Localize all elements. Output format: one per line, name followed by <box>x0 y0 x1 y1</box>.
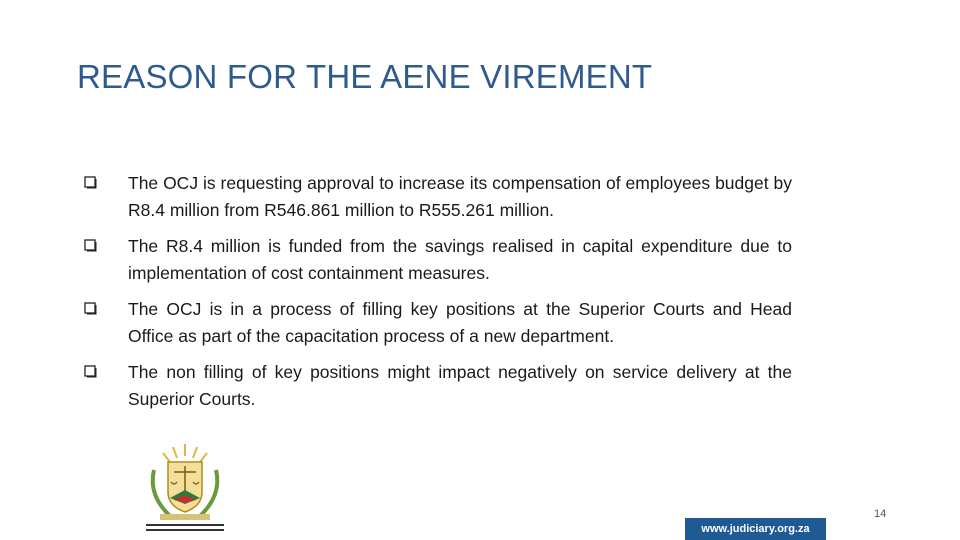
page-number: 14 <box>874 508 887 520</box>
bullet-item <box>84 359 799 413</box>
bullet-text: The R8.4 million is funded from the savings realised in capital expenditure due to implementation of cost containment measures. <box>128 236 792 283</box>
checkbox-icon <box>84 365 97 378</box>
bullet-list <box>84 170 799 422</box>
bullet-item <box>84 296 799 350</box>
bullet-item <box>84 170 799 224</box>
bullet-item <box>84 233 799 287</box>
bullet-text: The OCJ is requesting approval to increase its compensation of employees budget by R8.4 million from R546.861 million to R555.261 million. <box>128 173 792 220</box>
slide-title: REASON FOR THE AENE VIREMENT <box>77 58 653 95</box>
bullet-text: The non filling of key positions might impact negatively on service delivery at the Superior Courts. <box>128 362 792 409</box>
website-url[interactable]: www.judiciary.org.za <box>685 518 826 540</box>
checkbox-icon <box>84 239 97 252</box>
checkbox-icon <box>84 302 97 315</box>
bullet-text: The OCJ is in a process of filling key positions at the Superior Courts and Head Office as part of the capacitation process of a new department. <box>128 299 792 346</box>
judiciary-coat-of-arms-logo <box>140 440 230 535</box>
checkbox-icon <box>84 176 97 189</box>
